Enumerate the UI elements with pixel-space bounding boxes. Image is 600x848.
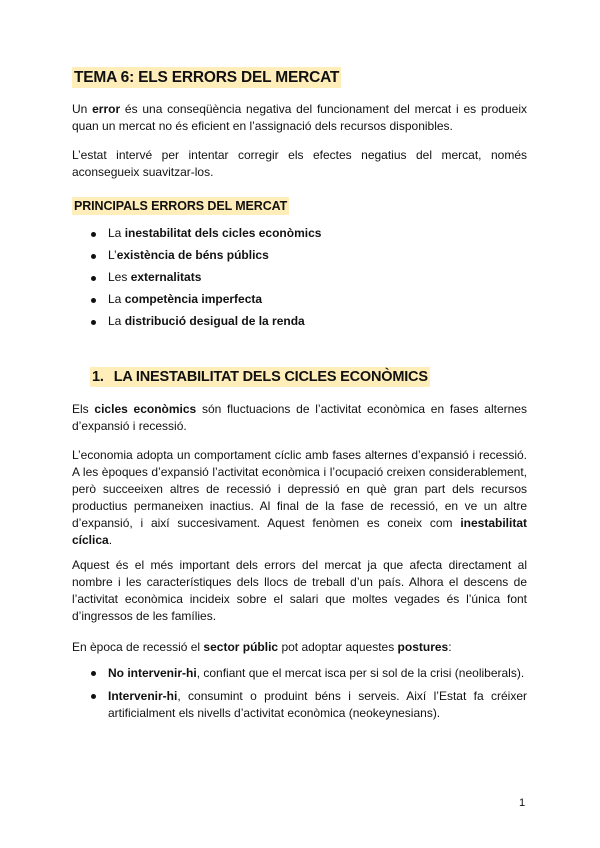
error-term: error (92, 102, 121, 116)
intro-paragraph-2: L’estat intervé per intentar corregir els efectes negatius del mercat, només aconsegueix suavitzar-los. (72, 148, 527, 179)
section-1-paragraph-1: Els cicles econòmics són fluctuacions de l’activitat econòmica en fases alternes d’expansió i recessió. (72, 402, 527, 433)
principals-heading: PRINCIPALS ERRORS DEL MERCAT (74, 199, 288, 213)
list-item: L’existència de béns públics (90, 248, 321, 270)
list-item: La distribució desigual de la renda (90, 314, 321, 336)
section-1-heading (90, 369, 430, 385)
page-title (72, 69, 341, 87)
section-number: 1. (92, 369, 104, 385)
list-item: La inestabilitat dels cicles econòmics (90, 226, 321, 248)
list-item: No intervenir-hi, confiant que el mercat isca per si sol de la crisi (neoliberals). (90, 665, 527, 682)
intro-paragraph-1: Un error és una conseqüència negativa del funcionament del mercat i es produeix quan un mercat no és eficient en l’assignació dels recursos disponibles. (72, 102, 527, 133)
section-title: LA INESTABILITAT DELS CICLES ECONÒMICS (113, 369, 428, 385)
page-number: 1 (519, 797, 526, 809)
section-1-paragraph-2: L’economia adopta un comportament cíclic amb fases alternes d’expansió i recessió. A les èpoques d’expansió l’activitat econòmica i l’ocupació creixen considerablement, però succeeixen altres de recessió i depressió en què gran part dels recursos productius permaneixen inactius. Al final de la fase de recessió, en ve un altre d’expansió, i així succesivament. Aquest fenòmen es coneix com inestabilitat cíclica. (72, 448, 527, 547)
errors-list (90, 226, 321, 336)
section-1-paragraph-4: En època de recessió el sector públic pot adoptar aquestes postures: (72, 640, 452, 654)
title-highlight: TEMA 6: ELS ERRORS DEL MERCAT (74, 69, 340, 86)
postures-list (90, 665, 527, 728)
list-item: Intervenir-hi, consumint o produint béns i serveis. Així l’Estat fa créixer artificialment els nivells d’activitat econòmica (neokeynesians). (90, 688, 527, 722)
list-item: La competència imperfecta (90, 292, 321, 314)
section-1-paragraph-3: Aquest és el més important dels errors del mercat ja que afecta directament al nombre i les característiques dels llocs de treball d’un país. Alhora el descens de l’activitat econòmica incideix sobre el salari que moltes vegades és l’única font d’ingressos de les famílies. (72, 558, 527, 623)
list-item: Les externalitats (90, 270, 321, 292)
